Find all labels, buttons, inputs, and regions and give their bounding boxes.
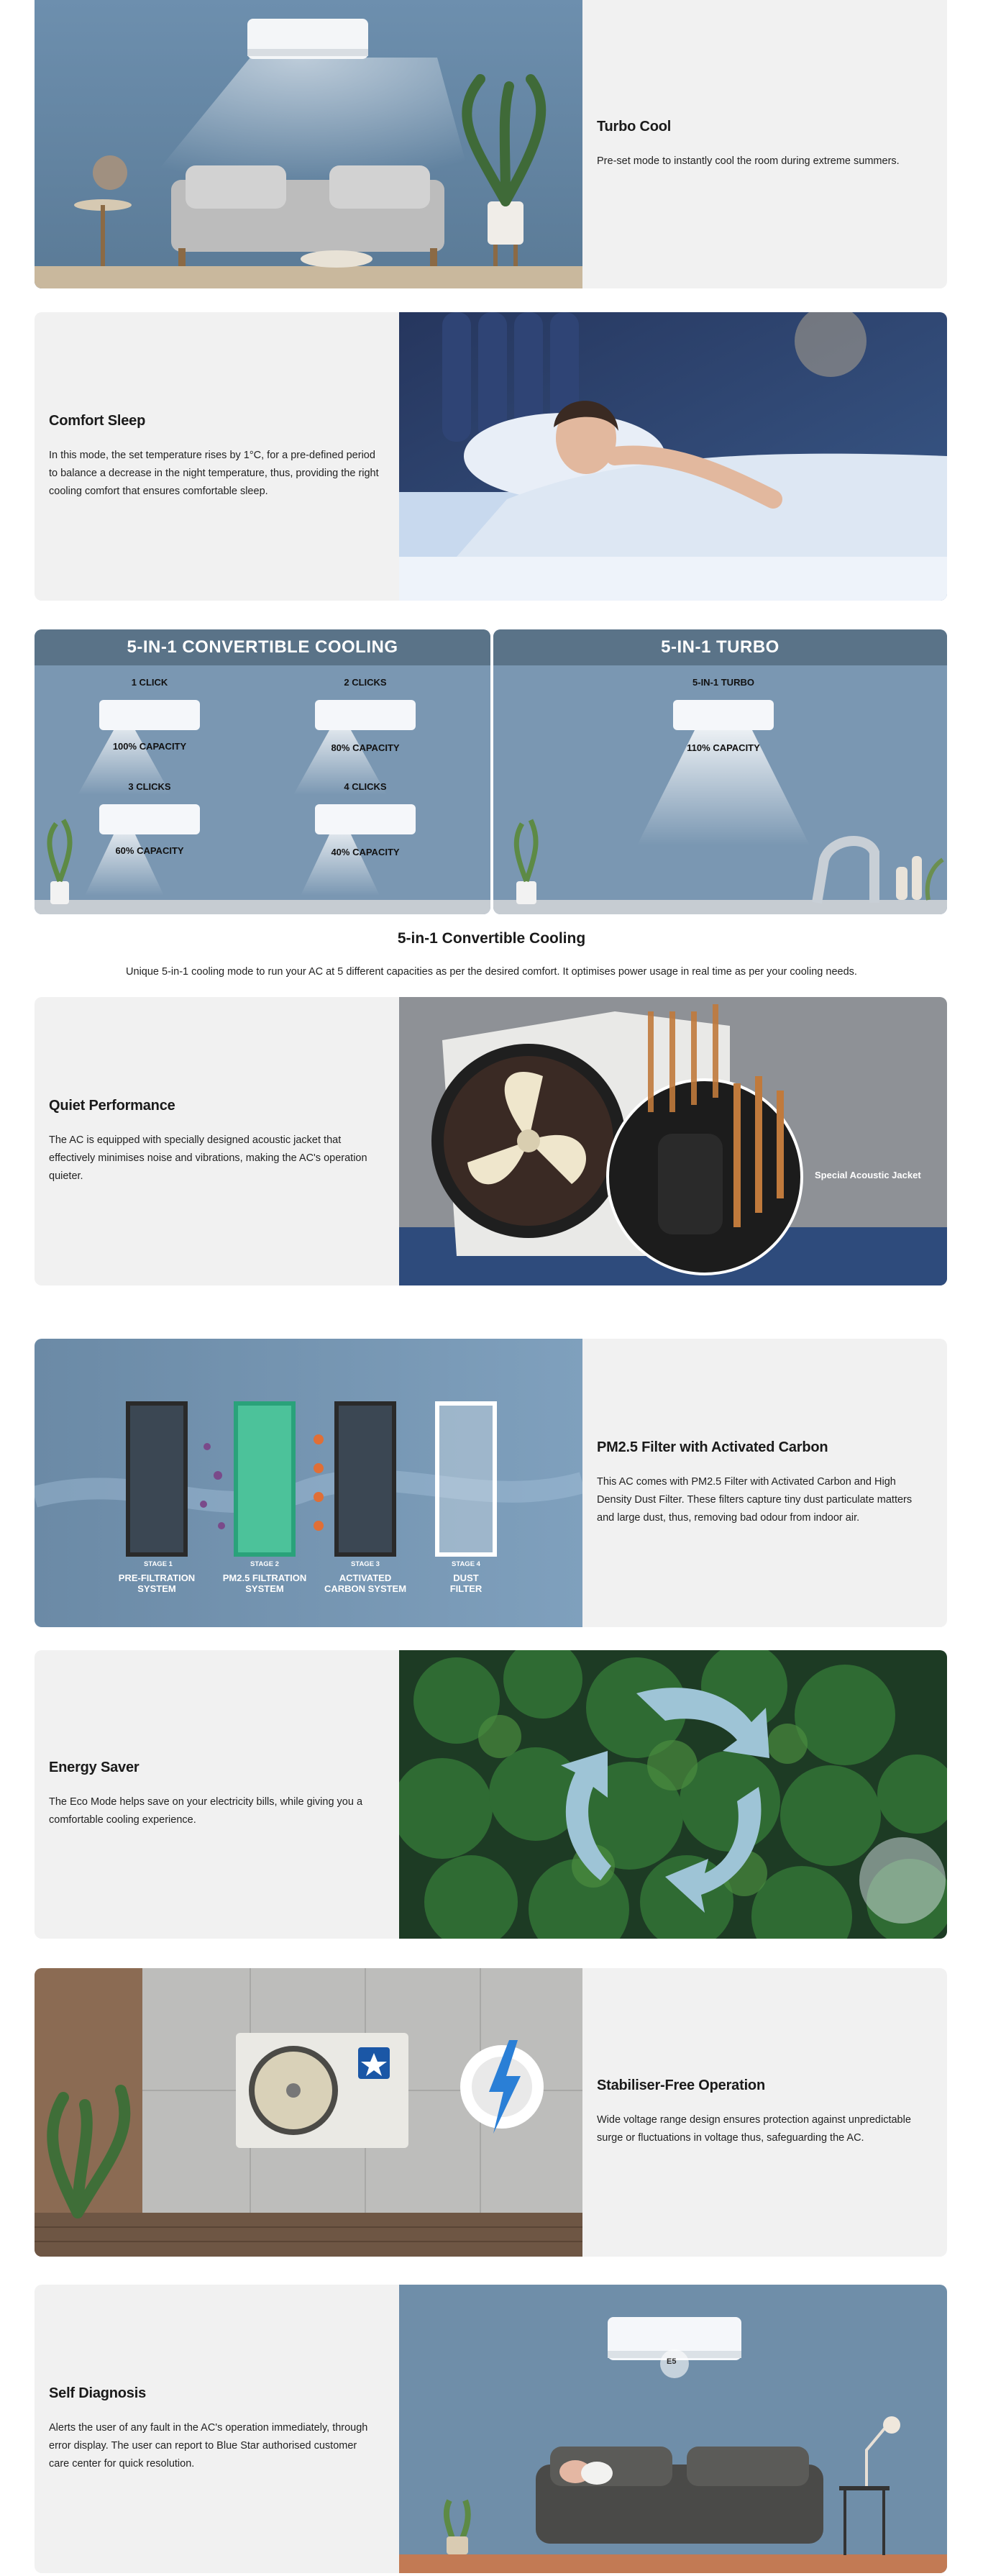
feature-title: Stabiliser-Free Operation xyxy=(597,2077,765,2093)
click-label: 4 CLICKS xyxy=(344,781,387,792)
filter-stage-4 xyxy=(437,1560,495,1568)
feature-title: Self Diagnosis xyxy=(49,2385,147,2401)
quiet-performance-image xyxy=(399,997,947,1285)
filter-stage-4-name xyxy=(423,1573,509,1594)
feature-desc: The AC is equipped with specially designed acoustic jacket that effectively minimises noise and vibrations, making the AC's operation quieter. xyxy=(49,1134,367,1182)
feature-title: Energy Saver xyxy=(49,1760,140,1775)
stage-name-line: SYSTEM xyxy=(137,1583,176,1594)
filter-stage-2-name xyxy=(211,1573,319,1594)
feature-desc: Wide voltage range design ensures protection against unpredictable surge or fluctuations in voltage thus, safeguarding the AC. xyxy=(597,2114,911,2144)
feature-title: Turbo Cool xyxy=(597,118,672,135)
convertible-section-desc: Unique 5-in-1 cooling mode to run your AC at 5 different capacities as per the desired comfort. It optimises power usage in real time as per your cooling needs. xyxy=(126,966,857,978)
turbo-cool-image xyxy=(35,0,582,288)
comfort-sleep-image xyxy=(399,312,947,601)
feature-desc: Pre-set mode to instantly cool the room during extreme summers. xyxy=(597,155,900,167)
feature-desc: Alerts the user of any fault in the AC's operation immediately, through error display. The user can report to Blue Star authorised customer care center for quick resolution. xyxy=(49,2421,368,2470)
click-label: 3 CLICKS xyxy=(128,781,171,792)
quiet-text xyxy=(49,997,380,1285)
stage-number: STAGE 2 xyxy=(250,1560,279,1568)
turbo-mode-label: 5-IN-1 TURBO xyxy=(692,677,754,688)
stage-number: STAGE 3 xyxy=(351,1560,380,1568)
turbo-panel xyxy=(493,629,947,914)
turbo-heading: 5-IN-1 TURBO xyxy=(493,629,947,665)
error-code-display: E5 xyxy=(667,2357,677,2366)
stage-number: STAGE 1 xyxy=(144,1560,173,1568)
feature-desc: This AC comes with PM2.5 Filter with Activated Carbon and High Density Dust Filter. These filters capture tiny dust particulate matters and large dust, thus, removing bad odour from indoor air. xyxy=(597,1475,913,1524)
feature-card-pm25-filter xyxy=(35,1339,947,1627)
click-label: 2 CLICKS xyxy=(344,677,387,688)
energy-saver-image xyxy=(399,1650,947,1939)
stage-name-line: CARBON SYSTEM xyxy=(324,1583,407,1594)
convertible-section-title: 5-in-1 Convertible Cooling xyxy=(397,930,586,947)
feature-card-energy-saver xyxy=(35,1650,947,1939)
convertible-panel xyxy=(35,629,490,914)
comfort-sleep-text xyxy=(49,312,380,601)
convertible-cooling-banner xyxy=(35,629,947,914)
feature-title: Quiet Performance xyxy=(49,1097,175,1114)
stage-number: STAGE 4 xyxy=(452,1560,480,1568)
diagnosis-text xyxy=(49,2285,380,2573)
filter-stage-3-name xyxy=(315,1573,416,1594)
capacity-label: 100% CAPACITY xyxy=(112,741,187,752)
feature-desc: The Eco Mode helps save on your electricity bills, while giving you a comfortable cooling experience. xyxy=(49,1796,363,1826)
capacity-label: 60% CAPACITY xyxy=(115,845,184,856)
feature-card-quiet-performance xyxy=(35,997,947,1285)
stage-name-line: DUST xyxy=(453,1573,479,1583)
feature-desc: In this mode, the set temperature rises by 1°C, for a pre-defined period to balance a decrease in the night temperature, thus, providing the right cooling comfort that ensures comfortable sleep. xyxy=(49,449,379,497)
stage-name-line: PRE-FILTRATION xyxy=(118,1573,196,1583)
stage-name-line: ACTIVATED xyxy=(339,1573,392,1583)
feature-card-turbo-cool xyxy=(35,0,947,288)
click-label: 1 CLICK xyxy=(131,677,168,688)
feature-title: Comfort Sleep xyxy=(49,412,146,429)
feature-card-stabiliser-free xyxy=(35,1968,947,2257)
convertible-heading: 5-IN-1 CONVERTIBLE COOLING xyxy=(35,629,490,665)
filter-stage-2 xyxy=(236,1560,293,1568)
stage-name-line: PM2.5 FILTRATION xyxy=(222,1573,307,1583)
filter-stage-1-name xyxy=(106,1573,207,1594)
pm25-text xyxy=(597,1339,928,1627)
feature-card-self-diagnosis xyxy=(35,2285,947,2573)
turbo-capacity-label: 110% CAPACITY xyxy=(687,742,760,753)
turbo-cool-text xyxy=(597,0,928,288)
filter-stage-3 xyxy=(337,1560,394,1568)
stage-name-line: SYSTEM xyxy=(245,1583,284,1594)
pm25-filter-image xyxy=(35,1339,582,1627)
stabiliser-free-image xyxy=(35,1968,582,2257)
stage-name-line: FILTER xyxy=(449,1583,483,1594)
acoustic-jacket-label: Special Acoustic Jacket xyxy=(815,1170,921,1180)
capacity-label: 40% CAPACITY xyxy=(331,847,400,857)
feature-title: PM2.5 Filter with Activated Carbon xyxy=(597,1439,828,1455)
filter-stage-1 xyxy=(129,1560,187,1568)
self-diagnosis-image xyxy=(399,2285,947,2573)
stabiliser-text xyxy=(597,1968,928,2257)
energy-text xyxy=(49,1650,380,1939)
feature-card-comfort-sleep xyxy=(35,312,947,601)
capacity-label: 80% CAPACITY xyxy=(331,742,400,753)
